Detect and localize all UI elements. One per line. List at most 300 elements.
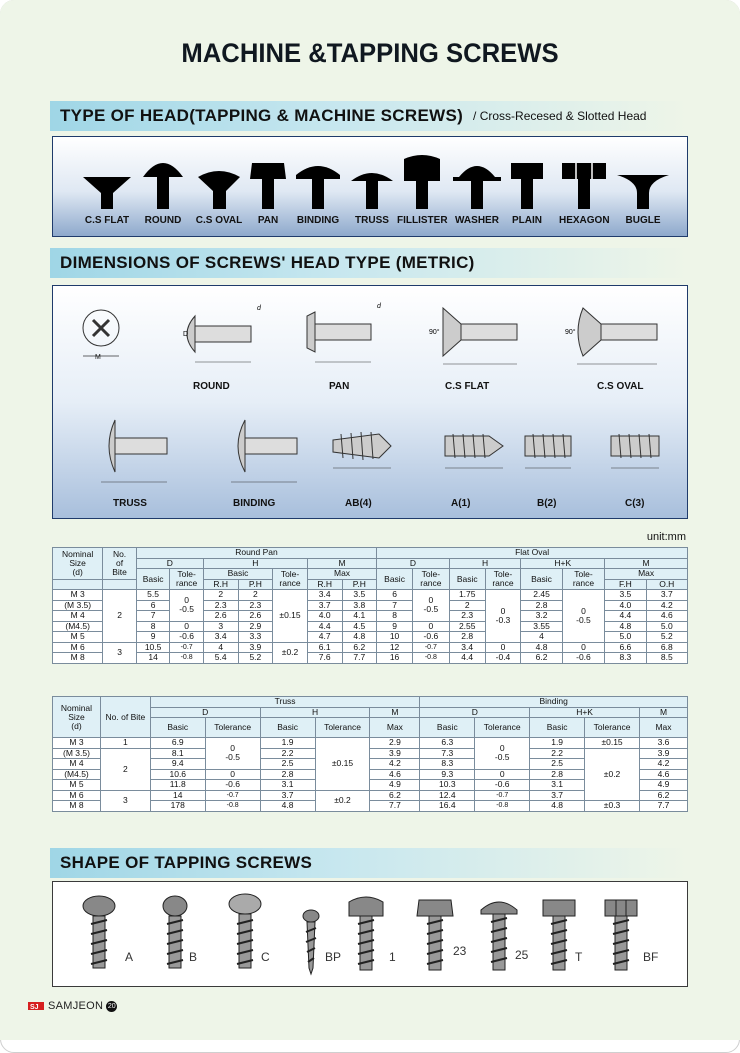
table-cell: 4.4	[449, 653, 485, 664]
table-cell: 3.4	[449, 642, 485, 653]
size-cell: (M4.5)	[53, 621, 103, 632]
table-cell: 2.5	[260, 759, 315, 770]
size-cell: M 6	[53, 642, 103, 653]
table-cell: 4.6	[640, 769, 688, 780]
table-cell: 12.4	[420, 790, 475, 801]
table-cell: 4.9	[640, 780, 688, 791]
table-cell: 2.3	[449, 611, 485, 622]
table-cell: 8.3	[605, 653, 646, 664]
table-cell: 3.7	[260, 790, 315, 801]
table-cell: 4.8	[260, 801, 315, 812]
fillister-head-icon	[398, 149, 446, 211]
table-cell: 4.2	[646, 600, 687, 611]
head-plain	[507, 149, 547, 226]
th-max: Max	[605, 569, 688, 580]
table-cell: 4.8	[530, 801, 585, 812]
dim-section-title: DIMENSIONS OF SCREWS' HEAD TYPE (METRIC)	[60, 253, 475, 272]
head-binding	[293, 149, 343, 226]
table-cell: ±0.15	[315, 738, 370, 791]
table-cell: 0 -0.5	[475, 738, 530, 770]
bite-cell: 1	[100, 738, 150, 749]
table-cell: ±0.15	[273, 590, 308, 643]
head-label: C.S FLAT	[84, 215, 130, 226]
table-cell: 4	[203, 642, 238, 653]
tap-label: 1	[389, 950, 396, 964]
table-cell: 4.1	[342, 611, 377, 622]
th-bite: No. of Bite	[103, 548, 137, 580]
table-cell: 0 -0.5	[412, 590, 449, 622]
head-section-header	[50, 101, 688, 131]
round-dim-figure	[171, 296, 271, 376]
table-cell: 2.8	[260, 769, 315, 780]
footer	[28, 1000, 117, 1012]
table-cell: 6.2	[370, 790, 420, 801]
bite-cell: 2	[103, 590, 137, 643]
dim-label: ROUND	[193, 381, 230, 392]
th-h: H	[203, 558, 307, 569]
tap-label: 23	[453, 944, 467, 958]
table-cell: 0 -0.3	[485, 590, 521, 643]
head-hexagon	[559, 149, 610, 226]
table-cell: 0	[475, 769, 530, 780]
table-cell: 14	[136, 653, 170, 664]
table1-body	[53, 590, 688, 664]
svg-text:90°: 90°	[565, 329, 576, 336]
bite-cell: 2	[100, 748, 150, 790]
tap-label: B	[189, 950, 198, 964]
th-max: Max	[307, 569, 376, 580]
table-cell: 3.1	[260, 780, 315, 791]
head-label: PLAIN	[512, 215, 542, 226]
table-cell: -0.8	[205, 801, 260, 812]
head-washer	[449, 149, 505, 226]
table-cell: 7.3	[420, 748, 475, 759]
round-head-icon	[139, 149, 187, 211]
tap-label: T	[575, 950, 583, 964]
table-cell: 10	[377, 632, 413, 643]
table-cell: 0	[170, 621, 204, 632]
table-cell: -0.8	[412, 653, 449, 664]
th-tolerance: Tolerance	[315, 718, 370, 738]
table-cell: 2.5	[530, 759, 585, 770]
table-cell: 6.3	[420, 738, 475, 749]
tap-screw-a-icon	[79, 890, 119, 980]
table-cell: 4.8	[342, 632, 377, 643]
table-cell: 1.9	[530, 738, 585, 749]
table-cell: 2.8	[521, 600, 562, 611]
size-cell: M 4	[53, 611, 103, 622]
table-cell: -0.8	[170, 653, 204, 664]
truss-dim-figure	[81, 410, 181, 490]
tap-screw-c-icon	[225, 890, 265, 980]
th-basic: Basic	[136, 569, 170, 590]
svg-text:90°: 90°	[429, 329, 440, 336]
th-basic: Basic	[203, 569, 272, 580]
th-m: M	[640, 707, 688, 718]
washer-head-icon	[449, 149, 505, 211]
table-cell: 7.6	[307, 653, 342, 664]
table-cell: ±0.2	[315, 790, 370, 811]
table-cell: 2.8	[530, 769, 585, 780]
hexagon-head-icon	[559, 149, 609, 211]
dim-label: C.S FLAT	[445, 381, 490, 392]
table-cell: 3.6	[640, 738, 688, 749]
head-label: HEXAGON	[559, 215, 610, 226]
table-cell: 5.2	[238, 653, 273, 664]
head-label: TRUSS	[355, 215, 389, 226]
head-label: C.S OVAL	[195, 215, 243, 226]
table-cell: 3.7	[530, 790, 585, 801]
truss-binding-table	[52, 696, 688, 812]
table-cell: 2	[449, 600, 485, 611]
th-oh: O.H	[646, 579, 687, 590]
tap-screw-bp-icon	[299, 890, 323, 980]
tap-section-title: SHAPE OF TAPPING SCREWS	[60, 853, 313, 872]
head-types-panel	[52, 136, 688, 237]
table-cell: 4.2	[640, 759, 688, 770]
table-cell: -0.6	[205, 780, 260, 791]
svg-text:d: d	[257, 305, 261, 312]
th-h: H	[260, 707, 370, 718]
table-cell: 0 -0.5	[562, 590, 604, 643]
th-max: Max	[640, 718, 688, 738]
table-cell: 3.9	[370, 748, 420, 759]
page-number: 20	[107, 1002, 116, 1010]
pan-dim-figure	[291, 294, 391, 374]
size-cell: (M 3.5)	[53, 748, 101, 759]
table-cell: -0.6	[412, 632, 449, 643]
th-tolerance: Tole-rance	[412, 569, 449, 590]
table-cell: 4.4	[307, 621, 342, 632]
table-cell: 0	[485, 642, 521, 653]
dim-label: B(2)	[537, 498, 557, 509]
binding-head-icon	[293, 149, 343, 211]
th-flat-oval: Flat Oval	[377, 548, 688, 559]
table-cell: 2.3	[238, 600, 273, 611]
table-cell: 9	[136, 632, 170, 643]
th-rh: R.H	[307, 579, 342, 590]
dim-label: C(3)	[625, 498, 645, 509]
table2-body	[53, 738, 688, 812]
size-cell: M 5	[53, 780, 101, 791]
dim-label: BINDING	[233, 498, 276, 509]
pan-head-icon	[248, 149, 288, 211]
table-cell: 8	[136, 621, 170, 632]
table-cell: 10.5	[136, 642, 170, 653]
table-cell: 0 -0.5	[170, 590, 204, 622]
tapping-screws-panel	[52, 881, 688, 987]
table-cell: 3.55	[521, 621, 562, 632]
tap-screw-t-icon	[539, 890, 579, 980]
table-cell: 4.0	[605, 600, 646, 611]
table-cell: 8.1	[150, 748, 205, 759]
th-h: H	[449, 558, 521, 569]
tap-section-header	[50, 848, 688, 878]
dim-label: AB(4)	[345, 498, 372, 509]
table-cell: 1.9	[260, 738, 315, 749]
bugle-head-icon	[615, 149, 671, 211]
th-basic: Basic	[420, 718, 475, 738]
dim-section-header	[50, 248, 688, 278]
table-cell: ±0.15	[585, 738, 640, 749]
tap-screw-1-icon	[345, 890, 387, 980]
size-cell: M 8	[53, 801, 101, 812]
bite-cell: 3	[103, 642, 137, 663]
th-m: M	[605, 558, 688, 569]
bite-cell: 3	[100, 790, 150, 811]
table-cell: -0.7	[475, 790, 530, 801]
table-row	[53, 590, 688, 601]
binding-dim-figure	[201, 404, 311, 490]
table-cell: 8.5	[646, 653, 687, 664]
head-section-subtitle: / Cross-Recesed & Slotted Head	[473, 109, 647, 123]
th-basic: Basic	[260, 718, 315, 738]
table-cell: 8.3	[420, 759, 475, 770]
ab4-dim-figure	[327, 424, 397, 474]
table-cell: 16.4	[420, 801, 475, 812]
th-basic: Basic	[521, 569, 562, 590]
table-cell: 6.9	[150, 738, 205, 749]
table-cell: 4.7	[307, 632, 342, 643]
brand-name: SAMJEON	[48, 1000, 104, 1012]
table-cell: 4.6	[646, 611, 687, 622]
svg-text:SJ: SJ	[30, 1004, 39, 1011]
table-cell: 7.7	[640, 801, 688, 812]
head-section-title: TYPE OF HEAD(TAPPING & MACHINE SCREWS)	[60, 106, 464, 125]
head-pan	[248, 149, 288, 226]
svg-text:D: D	[183, 331, 189, 338]
table-cell: 2.55	[449, 621, 485, 632]
table-cell: 5.4	[203, 653, 238, 664]
table-cell: -0.6	[475, 780, 530, 791]
table-cell: 3.2	[521, 611, 562, 622]
table-cell: 2.2	[260, 748, 315, 759]
th-tolerance: Tolerance	[475, 718, 530, 738]
table-cell: 4.5	[342, 621, 377, 632]
th-tolerance: Tole-rance	[485, 569, 521, 590]
svg-text:d: d	[377, 303, 381, 310]
table-cell: 5.5	[136, 590, 170, 601]
table-cell: 6.8	[646, 642, 687, 653]
svg-text:M: M	[95, 354, 101, 361]
head-cs-oval	[194, 149, 244, 226]
table-cell: 9.4	[150, 759, 205, 770]
size-cell: (M4.5)	[53, 769, 101, 780]
size-cell: M 8	[53, 653, 103, 664]
size-cell: M 4	[53, 759, 101, 770]
table-cell: ±0.2	[273, 642, 308, 663]
samjeon-logo	[28, 1001, 44, 1011]
th-ph: P.H	[238, 579, 273, 590]
table-cell: 3.8	[342, 600, 377, 611]
table-cell: 2.45	[521, 590, 562, 601]
th-basic: Basic	[449, 569, 485, 590]
table-cell: -0.8	[475, 801, 530, 812]
th-hk: H+K	[530, 707, 640, 718]
table-cell: 3.1	[530, 780, 585, 791]
table-cell: 6.2	[342, 642, 377, 653]
dim-label: A(1)	[451, 498, 471, 509]
tap-label: BF	[643, 950, 659, 964]
th-hk: H+K	[521, 558, 605, 569]
table-row	[53, 748, 688, 759]
table-cell: 3.4	[307, 590, 342, 601]
table-cell: 3.3	[238, 632, 273, 643]
th-d: D	[150, 707, 260, 718]
table-row	[53, 738, 688, 749]
th-binding: Binding	[420, 697, 688, 708]
th-tolerance: Tolerance	[205, 718, 260, 738]
tap-label: 25	[515, 948, 529, 962]
table-cell: 6	[377, 590, 413, 601]
table-cell: 4.2	[370, 759, 420, 770]
table-cell: 2.8	[449, 632, 485, 643]
th-m: M	[370, 707, 420, 718]
table-cell: -0.7	[205, 790, 260, 801]
th-ph: P.H	[342, 579, 377, 590]
table-cell: 4.8	[605, 621, 646, 632]
table-cell: 0	[412, 621, 449, 632]
th-truss: Truss	[150, 697, 420, 708]
table-cell: 9.3	[420, 769, 475, 780]
th-m: M	[307, 558, 376, 569]
table-cell: 2.3	[203, 600, 238, 611]
cs-flat-dim-figure	[423, 294, 533, 374]
table-cell: 3.4	[203, 632, 238, 643]
th-d: D	[136, 558, 203, 569]
dim-label: C.S OVAL	[597, 381, 644, 392]
head-fillister	[397, 149, 448, 226]
size-cell: (M 3.5)	[53, 600, 103, 611]
table-cell: 6	[136, 600, 170, 611]
head-truss	[350, 149, 394, 226]
th-basic: Basic	[150, 718, 205, 738]
tap-label: BP	[325, 950, 342, 964]
th-nominal: Nominal Size (d)	[53, 548, 103, 580]
table-cell: 12	[377, 642, 413, 653]
table-cell: 3.5	[342, 590, 377, 601]
table-cell: 2.2	[530, 748, 585, 759]
plain-head-icon	[507, 149, 547, 211]
table-cell: 7	[136, 611, 170, 622]
table-cell: -0.6	[562, 653, 604, 664]
table-cell: 7.7	[370, 801, 420, 812]
table-cell: 4.0	[307, 611, 342, 622]
table-cell: 4.4	[605, 611, 646, 622]
th-tolerance: Tole-rance	[562, 569, 604, 590]
table-cell: 8	[377, 611, 413, 622]
table-cell: 2	[238, 590, 273, 601]
table-cell: 6.1	[307, 642, 342, 653]
table-cell: 6.2	[640, 790, 688, 801]
th-fh: F.H	[605, 579, 646, 590]
head-cs-flat	[79, 149, 135, 226]
table-cell: 5.2	[646, 632, 687, 643]
table-cell: 4	[521, 632, 562, 643]
table-cell: 7	[377, 600, 413, 611]
table-cell: 2.6	[238, 611, 273, 622]
table-cell: 7.7	[342, 653, 377, 664]
table-cell: 5.0	[646, 621, 687, 632]
table-cell: 10.6	[150, 769, 205, 780]
size-cell: M 3	[53, 590, 103, 601]
tap-screw-25-icon	[479, 890, 519, 980]
table-cell: 3.7	[307, 600, 342, 611]
th-d: D	[420, 707, 530, 718]
unit-label: unit:mm	[646, 531, 686, 543]
table-cell: 0	[562, 642, 604, 653]
round-pan-flat-oval-table	[52, 547, 688, 664]
table-cell: 3.5	[605, 590, 646, 601]
tap-screw-23-icon	[413, 890, 457, 980]
dim-label: TRUSS	[113, 498, 147, 509]
size-cell: M 3	[53, 738, 101, 749]
table-cell: 10.3	[420, 780, 475, 791]
table-cell: 16	[377, 653, 413, 664]
head-label: PAN	[257, 215, 279, 226]
table-cell: 0	[205, 769, 260, 780]
head-label: FILLISTER	[397, 215, 448, 226]
cs-oval-dim-figure	[561, 294, 671, 374]
table-cell: 3	[203, 621, 238, 632]
head-label: WASHER	[455, 215, 499, 226]
size-cell: M 6	[53, 790, 101, 801]
th-tolerance: Tole-rance	[273, 569, 308, 590]
table-cell: -0.7	[170, 642, 204, 653]
table-cell: 2	[203, 590, 238, 601]
cross-recess-icon	[73, 302, 133, 362]
head-label: BUGLE	[625, 215, 661, 226]
table-cell: 2.6	[203, 611, 238, 622]
a1-dim-figure	[427, 424, 507, 474]
th-rh: R.H	[203, 579, 238, 590]
page-title: MACHINE &TAPPING SCREWS	[181, 38, 559, 68]
table-cell: -0.6	[170, 632, 204, 643]
size-cell: M 5	[53, 632, 103, 643]
table-cell: 3.9	[238, 642, 273, 653]
dim-label: PAN	[329, 381, 350, 392]
th-tolerance: Tolerance	[585, 718, 640, 738]
th-nominal: Nominal Size (d)	[53, 697, 101, 738]
table-cell: 2.9	[370, 738, 420, 749]
head-label: BINDING	[296, 215, 340, 226]
head-label: ROUND	[144, 215, 182, 226]
table-cell: 1.75	[449, 590, 485, 601]
table-cell: 5.0	[605, 632, 646, 643]
table-cell: -0.7	[412, 642, 449, 653]
table-cell: 3.9	[640, 748, 688, 759]
tap-screw-b-icon	[157, 890, 193, 980]
table-cell: 4.9	[370, 780, 420, 791]
table-row	[53, 642, 688, 653]
table-cell: 4.8	[521, 642, 562, 653]
table-cell: 6.6	[605, 642, 646, 653]
th-tolerance: Tole-rance	[170, 569, 204, 590]
th-basic: Basic	[530, 718, 585, 738]
table-cell: 14	[150, 790, 205, 801]
truss-head-icon	[350, 149, 394, 211]
tap-label: C	[261, 950, 270, 964]
table-cell: 0 -0.5	[205, 738, 260, 770]
head-round	[139, 149, 187, 226]
c3-dim-figure	[605, 424, 671, 474]
table-cell: -0.4	[485, 653, 521, 664]
b2-dim-figure	[519, 424, 579, 474]
table-cell: ±0.2	[585, 748, 640, 801]
table-cell: 11.8	[150, 780, 205, 791]
table-cell: 4.6	[370, 769, 420, 780]
table-cell: 3.7	[646, 590, 687, 601]
